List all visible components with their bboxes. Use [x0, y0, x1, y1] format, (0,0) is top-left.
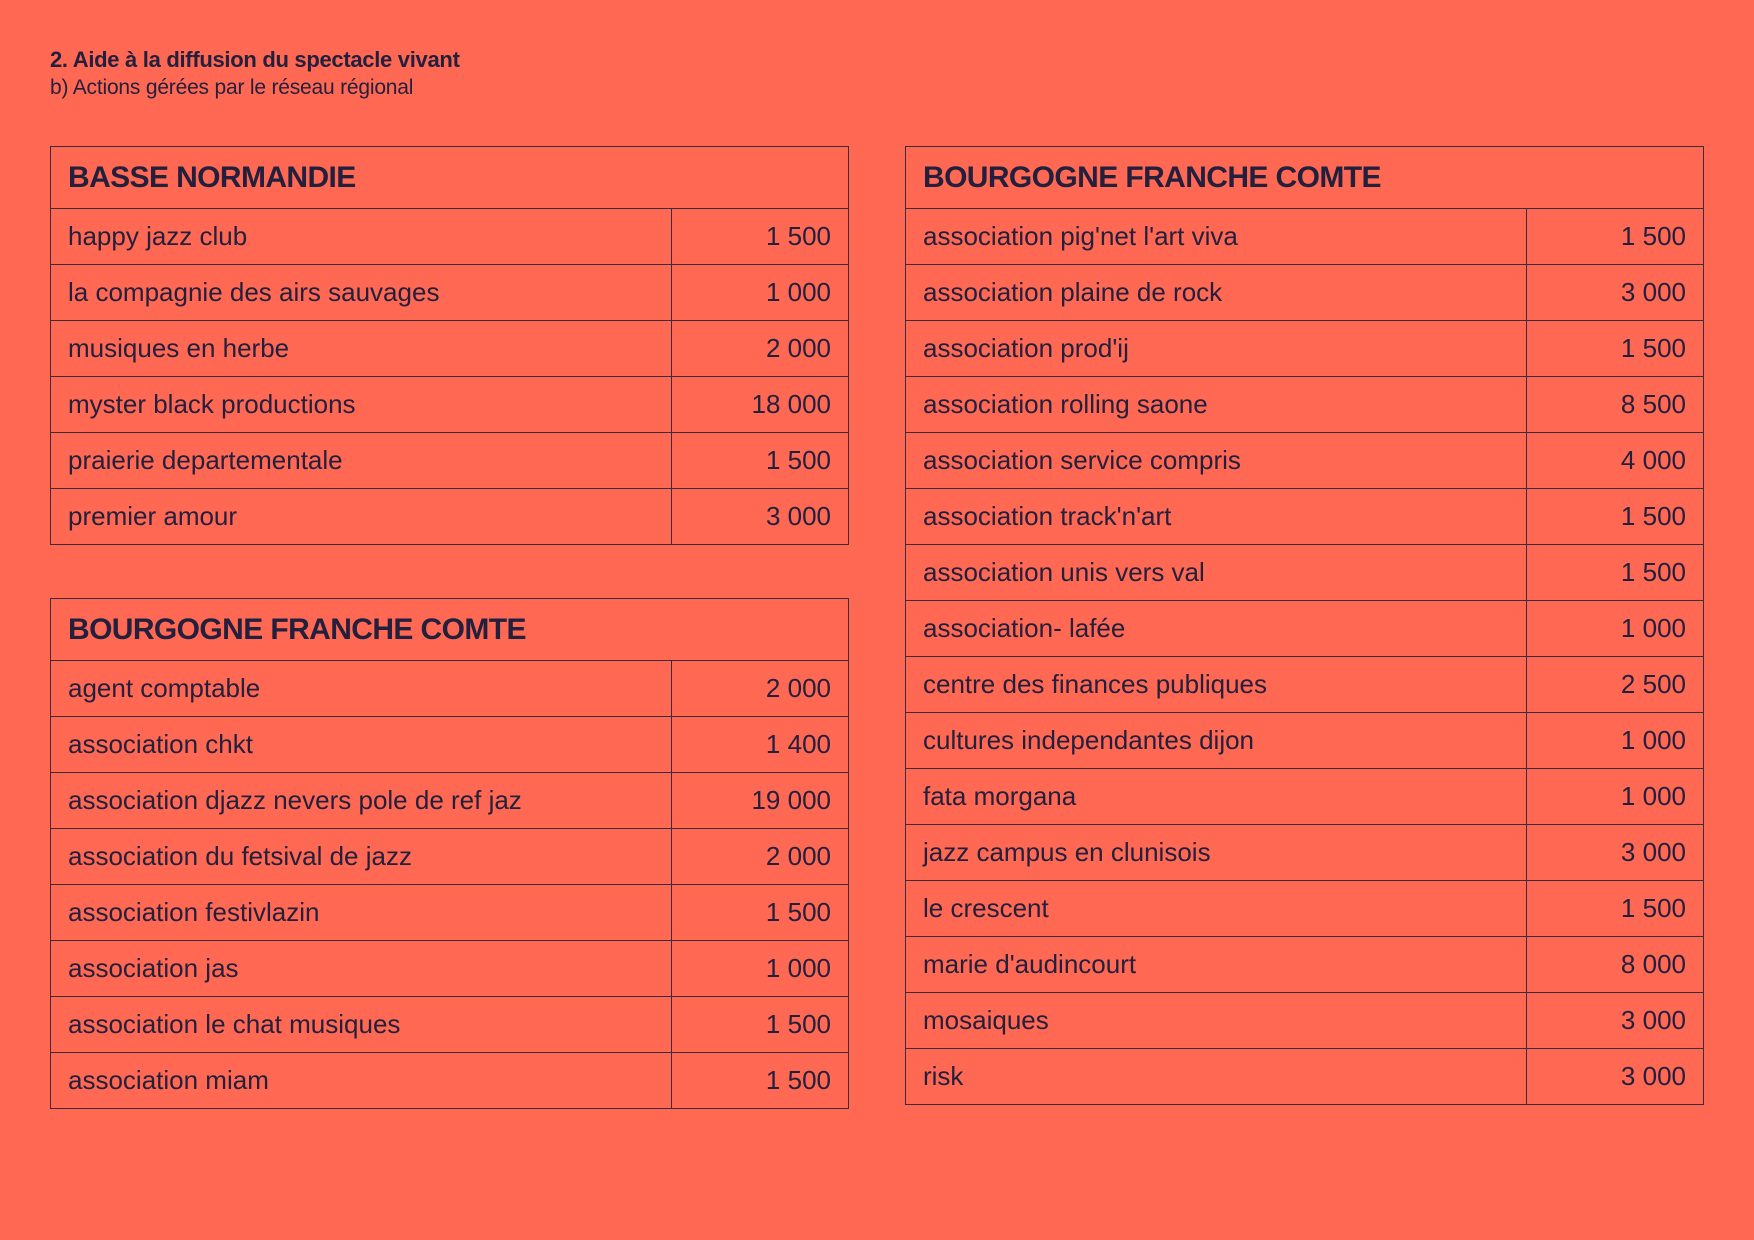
amount: 3 000 — [1527, 1049, 1704, 1105]
beneficiary-name: association chkt — [51, 717, 672, 773]
beneficiary-name: association rolling saone — [906, 377, 1527, 433]
amount: 19 000 — [672, 773, 849, 829]
table-row — [906, 881, 1704, 937]
region-table — [50, 598, 849, 1109]
table-row — [906, 321, 1704, 377]
amount: 1 500 — [1527, 321, 1704, 377]
beneficiary-name: association jas — [51, 941, 672, 997]
beneficiary-name: mosaiques — [906, 993, 1527, 1049]
table-row — [51, 997, 849, 1053]
table-row — [906, 433, 1704, 489]
beneficiary-name: myster black productions — [51, 377, 672, 433]
amount: 4 000 — [1527, 433, 1704, 489]
amount: 3 000 — [672, 489, 849, 545]
amount: 2 000 — [672, 321, 849, 377]
amount: 1 500 — [1527, 881, 1704, 937]
table-row — [51, 773, 849, 829]
amount: 1 000 — [672, 265, 849, 321]
table-row — [906, 1049, 1704, 1105]
table-row — [906, 489, 1704, 545]
beneficiary-name: marie d'audincourt — [906, 937, 1527, 993]
table-row — [51, 717, 849, 773]
amount: 3 000 — [1527, 993, 1704, 1049]
table-row — [51, 433, 849, 489]
table-basse-normandie — [50, 146, 848, 545]
beneficiary-name: risk — [906, 1049, 1527, 1105]
beneficiary-name: agent comptable — [51, 661, 672, 717]
table-row — [906, 657, 1704, 713]
table-row — [51, 829, 849, 885]
beneficiary-name: association pig'net l'art viva — [906, 209, 1527, 265]
table-row — [51, 377, 849, 433]
amount: 1 000 — [1527, 601, 1704, 657]
table-row — [51, 661, 849, 717]
amount: 2 000 — [672, 829, 849, 885]
table-row — [906, 825, 1704, 881]
table-row — [51, 1053, 849, 1109]
table-row — [906, 545, 1704, 601]
amount: 1 500 — [672, 433, 849, 489]
beneficiary-name: association track'n'art — [906, 489, 1527, 545]
amount: 2 500 — [1527, 657, 1704, 713]
beneficiary-name: association- lafée — [906, 601, 1527, 657]
beneficiary-name: association plaine de rock — [906, 265, 1527, 321]
table-row — [51, 321, 849, 377]
table-row — [51, 209, 849, 265]
beneficiary-name: centre des finances publiques — [906, 657, 1527, 713]
beneficiary-name: happy jazz club — [51, 209, 672, 265]
amount: 8 000 — [1527, 937, 1704, 993]
amount: 3 000 — [1527, 265, 1704, 321]
beneficiary-name: association service compris — [906, 433, 1527, 489]
table-row — [51, 885, 849, 941]
table-bourgogne-franche-comte-left — [50, 598, 848, 1109]
region-table — [50, 146, 849, 545]
beneficiary-name: association le chat musiques — [51, 997, 672, 1053]
beneficiary-name: fata morgana — [906, 769, 1527, 825]
beneficiary-name: premier amour — [51, 489, 672, 545]
table-row — [906, 993, 1704, 1049]
amount: 1 500 — [672, 209, 849, 265]
beneficiary-name: association miam — [51, 1053, 672, 1109]
amount: 1 500 — [672, 1053, 849, 1109]
region-title: BOURGOGNE FRANCHE COMTE — [906, 147, 1704, 209]
region-table — [905, 146, 1704, 1105]
amount: 1 000 — [672, 941, 849, 997]
amount: 1 500 — [672, 885, 849, 941]
beneficiary-name: cultures independantes dijon — [906, 713, 1527, 769]
amount: 1 000 — [1527, 713, 1704, 769]
table-row — [906, 209, 1704, 265]
beneficiary-name: association du fetsival de jazz — [51, 829, 672, 885]
amount: 1 400 — [672, 717, 849, 773]
region-title: BOURGOGNE FRANCHE COMTE — [51, 599, 849, 661]
beneficiary-name: la compagnie des airs sauvages — [51, 265, 672, 321]
table-row — [51, 489, 849, 545]
region-title: BASSE NORMANDIE — [51, 147, 849, 209]
beneficiary-name: le crescent — [906, 881, 1527, 937]
beneficiary-name: musiques en herbe — [51, 321, 672, 377]
page-heading — [50, 46, 460, 102]
amount: 8 500 — [1527, 377, 1704, 433]
table-row — [906, 601, 1704, 657]
section-title: 2. Aide à la diffusion du spectacle vivant — [50, 47, 460, 72]
amount: 1 500 — [1527, 489, 1704, 545]
beneficiary-name: association prod'ij — [906, 321, 1527, 377]
table-row — [906, 265, 1704, 321]
table-row — [51, 941, 849, 997]
beneficiary-name: jazz campus en clunisois — [906, 825, 1527, 881]
table-row — [906, 769, 1704, 825]
beneficiary-name: association djazz nevers pole de ref jaz — [51, 773, 672, 829]
table-row — [906, 377, 1704, 433]
amount: 1 500 — [1527, 209, 1704, 265]
amount: 1 500 — [672, 997, 849, 1053]
beneficiary-name: association festivlazin — [51, 885, 672, 941]
table-bourgogne-franche-comte-right — [905, 146, 1703, 1105]
table-row — [906, 937, 1704, 993]
amount: 1 500 — [1527, 545, 1704, 601]
table-row — [906, 713, 1704, 769]
amount: 3 000 — [1527, 825, 1704, 881]
amount: 18 000 — [672, 377, 849, 433]
amount: 2 000 — [672, 661, 849, 717]
amount: 1 000 — [1527, 769, 1704, 825]
beneficiary-name: association unis vers val — [906, 545, 1527, 601]
beneficiary-name: praierie departementale — [51, 433, 672, 489]
section-subtitle: b) Actions gérées par le réseau régional — [50, 76, 414, 99]
table-row — [51, 265, 849, 321]
